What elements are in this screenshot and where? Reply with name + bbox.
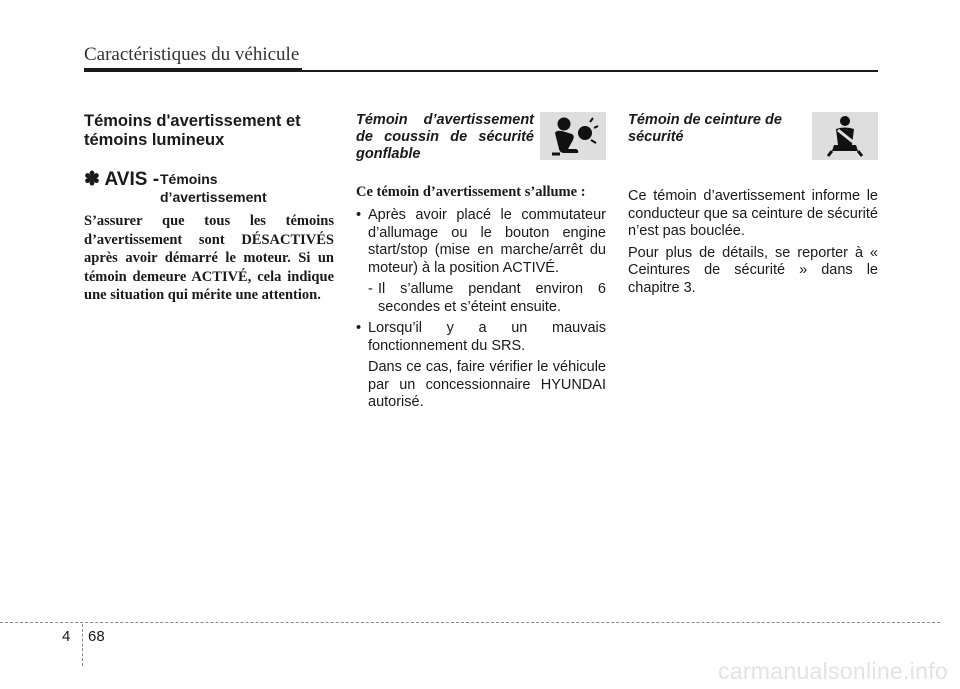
seatbelt-warning-icon [812, 112, 878, 160]
airbag-warning-icon [540, 112, 606, 160]
watermark: carmanualsonline.info [717, 658, 948, 684]
list-item [356, 207, 606, 277]
column-airbag-warning [356, 112, 606, 416]
header-rule-thick [84, 68, 302, 72]
airbag-follow-text: Dans ce cas, faire vérifier le véhicule par un concessionnaire HYUNDAI autorisé. [368, 359, 606, 410]
sub-list-item [356, 281, 606, 316]
list-item [356, 320, 606, 355]
header-title: Caractéristiques du véhicule [84, 44, 300, 65]
avis-notice [84, 168, 334, 208]
column-warning-intro [84, 112, 334, 305]
avis-subtitle-line1: Témoins [160, 171, 218, 187]
avis-subtitle [160, 170, 267, 206]
avis-subtitle-line2: d’avertissement [160, 189, 267, 205]
sub-list-item-text: Il s’allume pendant environ 6 secondes et s’éteint ensuite. [378, 281, 606, 315]
section-heading [84, 112, 334, 150]
chapter-number: 4 [62, 628, 71, 645]
airbag-warning-title: Témoin d’avertissement de coussin de sécurité gonflable [356, 112, 534, 162]
seatbelt-paragraph-2: Pour plus de détails, se reporter à « Ceintures de sécurité » dans le chapitre 3. [628, 244, 878, 296]
airbag-intro: Ce témoin d’avertissement s’allume : [356, 184, 586, 200]
page-number: 68 [88, 628, 105, 645]
section-heading-line1: Témoins d'avertissement et [84, 112, 301, 130]
list-item-text: Lorsqu’il y a un mauvais fonctionnement du SRS. [368, 320, 606, 354]
seatbelt-warning-title: Témoin de ceinture de sécurité [628, 112, 782, 145]
bullet-dot: • [356, 207, 362, 223]
column-seatbelt-warning [628, 112, 878, 301]
avis-body: S’assurer que tous les témoins d’avertissement sont DÉSACTIVÉS après avoir démarré le moteur. Si un témoin demeure ACTIVÉ, cela indique une situation qui mérite une attention. [84, 213, 334, 303]
header-rule-thin [302, 70, 878, 72]
footer-divider [0, 622, 940, 623]
dash-mark: - [368, 281, 373, 297]
section-heading-line2: témoins lumineux [84, 131, 225, 149]
seatbelt-paragraph-1: Ce témoin d’avertissement informe le conducteur que sa ceinture de sécurité n’est pas bouclée. [628, 188, 878, 239]
bullet-dot: • [356, 320, 362, 336]
list-item-text: Après avoir placé le commutateur d’allumage ou le bouton engine start/stop (mise en marche/arrêt du moteur) à la position ACTIVÉ. [368, 207, 606, 276]
footer-page-divider [82, 624, 83, 666]
avis-label: ✽ AVIS - [84, 169, 160, 190]
